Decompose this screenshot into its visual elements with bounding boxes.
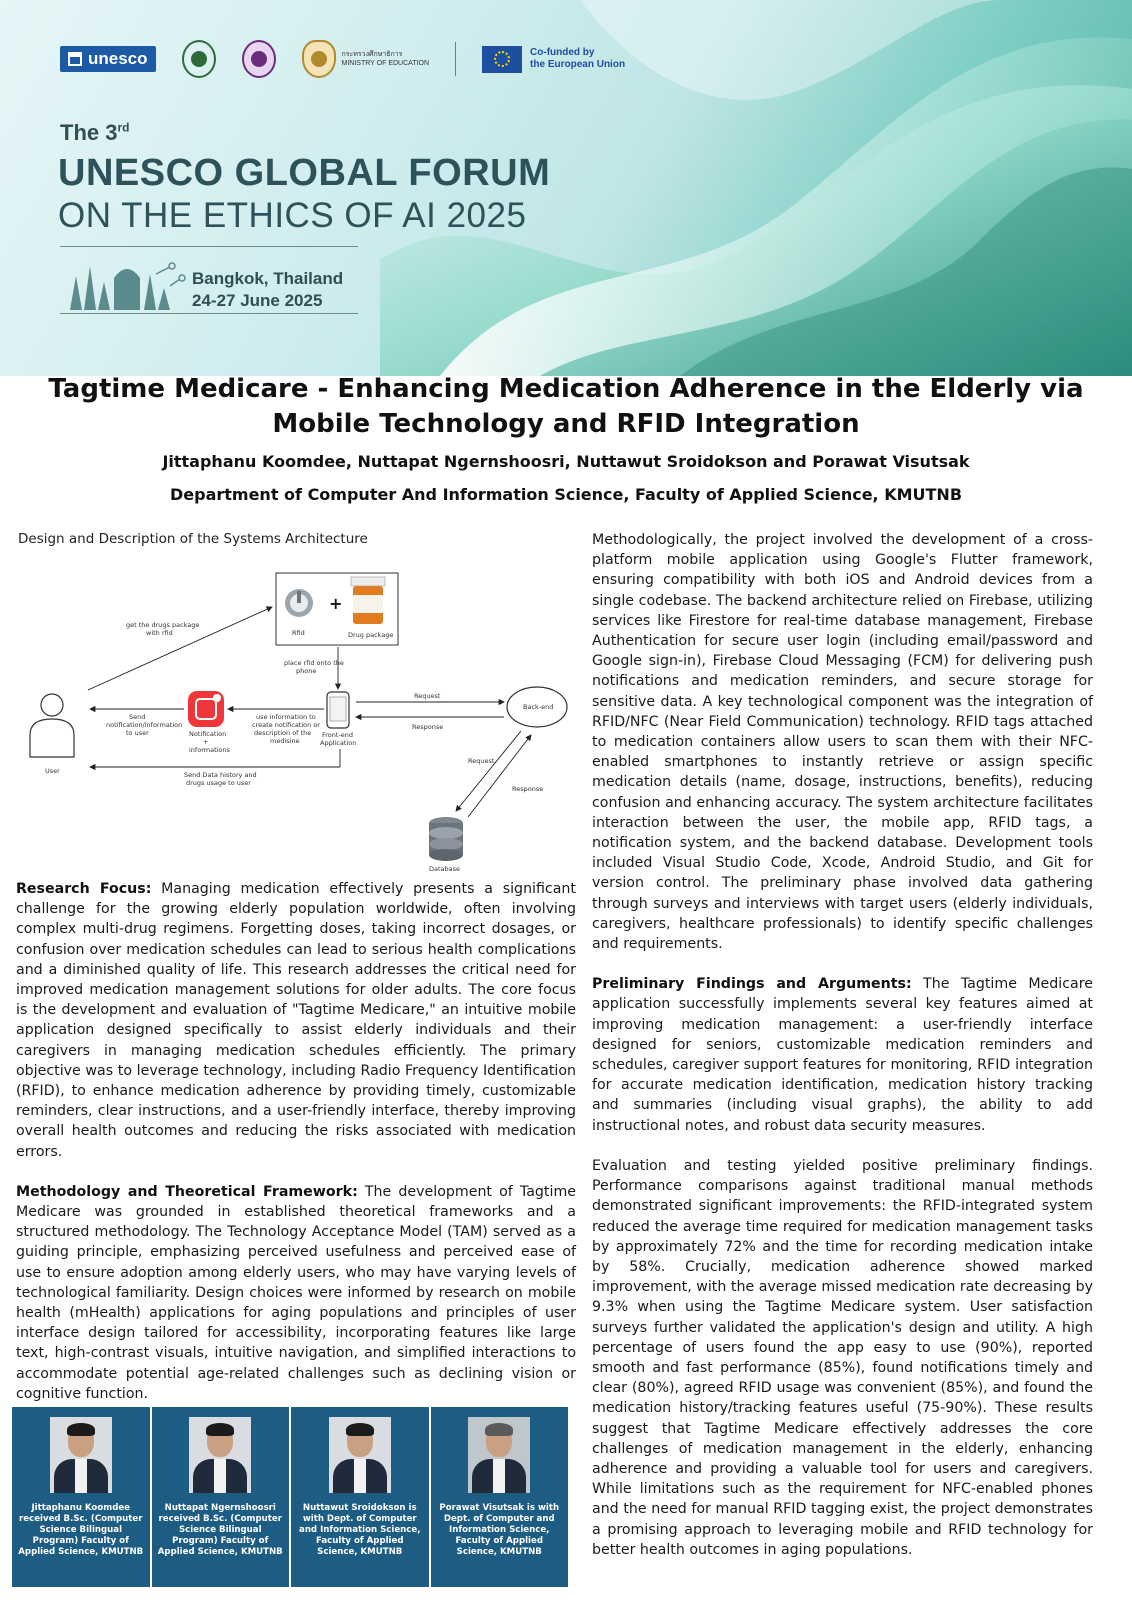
seal-emblem-icon [251, 51, 267, 67]
logo-divider [455, 42, 456, 76]
right-column-text [592, 530, 1093, 1580]
database-label: Database [429, 865, 461, 873]
methodology-paragraph [16, 1182, 576, 1404]
arrow-request-database [456, 731, 521, 811]
notification-label-3: informations [189, 746, 230, 754]
database-icon [429, 817, 463, 861]
get-drugs-label-1: get the drugs package [126, 621, 200, 629]
eu-flag-icon [482, 46, 522, 73]
paper-title: Tagtime Medicare - Enhancing Medication Adherence in the Elderly via Mobile Technology and RFID Integration [48, 374, 1084, 439]
seal-emblem-icon [191, 51, 207, 67]
paper-authors: Jittaphanu Koomdee, Nuttapat Ngernshoosri, Nuttawut Sroidokson and Porawat Visutsak [162, 452, 970, 471]
eu-stars-icon [494, 51, 510, 67]
ministry-of-education-logo [302, 40, 430, 78]
forum-title: UNESCO GLOBAL FORUM [58, 152, 551, 194]
research-focus-heading: Research Focus: [16, 881, 152, 897]
diagram-heading: Design and Description of the Systems Architecture [18, 531, 368, 547]
send-notification-label-2: notification/information [106, 721, 183, 729]
forum-divider-bottom [60, 313, 358, 314]
author-bio-text: Nuttapat Ngernshoosri received B.Sc. (Computer Science Bilingual Program) Faculty of Applied Science, KMUTNB [157, 1503, 283, 1557]
send-history-label-1: Send Data history and [184, 771, 257, 779]
notification-label-2: + [203, 738, 209, 746]
author-photo [189, 1417, 251, 1493]
paper-department: Department of Computer And Information Science, Faculty of Applied Science, KMUTNB [169, 485, 963, 504]
author-bio-text: Jittaphanu Koomdee received B.Sc. (Computer Science Bilingual Program) Faculty of Applied Science, KMUTNB [18, 1503, 144, 1557]
unesco-logo [60, 46, 156, 72]
drug-package-label: Drug package [348, 631, 394, 639]
moe-english-text: MINISTRY OF EDUCATION [341, 60, 430, 67]
forum-edition [60, 120, 129, 146]
user-icon [30, 694, 74, 757]
left-column-text [16, 879, 576, 1424]
arrow-get-drugs [88, 607, 272, 690]
unesco-logo-text: unesco [88, 49, 148, 68]
author-bio [291, 1407, 431, 1587]
author-bio [431, 1407, 569, 1587]
request-db-label: Request [468, 757, 495, 765]
author-bio-text: Porawat Visutsak is with Dept. of Computer and Information Science, Faculty of Applied Science, KMUTNB [439, 1503, 560, 1557]
forum-subtitle: ON THE ETHICS OF AI 2025 [58, 196, 527, 235]
author-photo [329, 1417, 391, 1493]
frontend-label-2: Application [320, 739, 357, 747]
methodology-continued-paragraph: Methodologically, the project involved the development of a cross-platform mobile application using Google's Flutter framework, ensuring compatibility with both iOS and Android devices from a single codebase. The backend architecture relied on Firebase, utilizing services like Firestore for real-time database management, Firebase Authentication for secure user login (including email/password and Google sign-in), Firebase Cloud Messaging (FCM) for delivering push notifications and medication reminders, and secure storage for sensitive data. A key technological component was the integration of RFID/NFC (Near Field Communication) technology. RFID tags attached to medication containers allow users to scan them with their NFC-enabled smartphones to instantly retrieve or assign specific medication details (name, dosage, instructions, benefits), reducing confusion and enhancing accuracy. The system architecture facilitates interaction between the user, the mobile app, RFID tags, a notification system, and the backend database. Development tools included Visual Studio Code, Xcode, Android Studio, and Git for version control. The preliminary phase involved data gathering through surveys and interviews with target users (elderly individuals, caregivers, healthcare professionals) to identify specific challenges and requirements. [592, 532, 1093, 953]
system-architecture-diagram [16, 555, 576, 875]
smartphone-icon [327, 692, 349, 728]
eu-text-line1: Co-funded by [530, 47, 595, 58]
seal-emblem-icon [311, 51, 327, 67]
rfid-tag-icon [285, 589, 313, 617]
author-bio-text: Nuttawut Sroidokson is with Dept. of Computer and Information Science, Faculty of Applied Science, KMUTNB [299, 1503, 421, 1557]
moe-thai-text: กระทรวงศึกษาธิการ [341, 51, 403, 58]
notification-label-1: Notification [189, 730, 227, 738]
temple-icon [68, 52, 82, 66]
author-bio [12, 1407, 152, 1587]
findings-body: The Tagtime Medicare application successfully implements several key features aimed at improving medication management: a user-friendly interface designed for seniors, customizable medication reminders and schedules, caregiver support features for monitoring, RFID integration for accurate medication identification, medication history tracking and summaries (including visual graphs), the ability to add instructional notes, and robust data security measures. [592, 976, 1093, 1134]
send-history-label-2: drugs usage to user [186, 779, 251, 787]
use-info-label-1: use information to [256, 713, 316, 721]
frontend-label-1: Front-end [322, 731, 354, 739]
forum-edition-suffix: rd [117, 120, 130, 135]
rfid-label: Rfid [292, 629, 305, 637]
plus-sign: + [329, 594, 343, 613]
eu-text-line2: the European Union [530, 59, 626, 70]
use-info-label-3: description of the [254, 729, 312, 737]
forum-edition-text: The 3 [60, 120, 118, 145]
place-rfid-label-1: place rfid onto the [284, 659, 344, 667]
pill-bottle-icon [351, 577, 385, 624]
author-bios-panel [12, 1407, 568, 1587]
forum-dates: 24-27 June 2025 [192, 291, 323, 310]
gold-seal-logo [302, 40, 336, 78]
notification-app-icon [188, 691, 224, 727]
author-photo [50, 1417, 112, 1493]
send-notification-label-3: to user [126, 729, 149, 737]
methodology-heading: Methodology and Theoretical Framework: [16, 1183, 358, 1200]
author-bio [152, 1407, 292, 1587]
forum-banner [0, 0, 1132, 376]
purple-seal-logo [242, 40, 276, 78]
backend-label: Back-end [523, 703, 554, 711]
bangkok-skyline-icon [62, 256, 188, 310]
forum-city: Bangkok, Thailand [192, 269, 344, 288]
forum-divider-top [60, 246, 358, 247]
research-focus-body: Managing medication effectively presents a significant challenge for the growing elderly population worldwide, often involving complex multi-drug regimens. Forgetting doses, taking incorrect dosages, or confusion over medication schedules can lead to serious health complications and a diminished quality of life. This research addresses the critical need for improved medication management solutions for older adults. The core focus is the development and evaluation of "Tagtime Medicare," an intuitive mobile application designed specifically to assist elderly individuals and their caregivers in managing medication schedules efficiently. The primary objective was to leverage technology, including Radio Frequency Identification (RFID), to enhance medication adherence by providing timely, customizable reminders, clear instructions, and a user-friendly interface, thereby improving overall health outcomes and reducing the risks associated with medication errors. [16, 881, 576, 1160]
response-label: Response [412, 723, 444, 731]
methodology-body: The development of Tagtime Medicare was grounded in established theoretical frameworks and a structured methodology. The Technology Acceptance Model (TAM) served as a guiding principle, emphasizing perceived usefulness and perceived ease of use to ensure adoption among elderly users, who may have varying levels of technological familiarity. Design choices were informed by research on mobile health (mHealth) applications for aging populations and principles of user interface design tailored for accessibility, incorporating features like large text, high-contrast visuals, intuitive navigation, and simplified interactions to accommodate potential age-related challenges such as declining vision or cognitive function. [16, 1183, 576, 1402]
findings-heading: Preliminary Findings and Arguments: [592, 976, 912, 993]
arrow-response-backend [468, 735, 531, 817]
send-notification-label-1: Send [129, 713, 146, 721]
author-photo [468, 1417, 530, 1493]
research-focus-paragraph [16, 879, 576, 1162]
use-info-label-2: create notification or [252, 721, 320, 729]
evaluation-paragraph: Evaluation and testing yielded positive preliminary findings. Performance comparisons against traditional manual methods demonstrated significant improvements: the RFID-integrated system reduced the average time required for medication management tasks by approximately 72% and the time for recording medication intake by 58%. Crucially, medication adherence showed marked improvement, with the average missed medication rate decreasing by 9.3% when using the Tagtime Medicare system. User satisfaction surveys further validated the application's design and utility. A high percentage of users found the app easy to use (90%), reported smooth and fast performance (85%), found notifications timely and clear (80%), agreed RFID usage was convenient (85%), and found the medication history/tracking features useful (75-90%). These results suggest that Tagtime Medicare effectively addresses the core challenges of medication management in the elderly, enhancing adherence and providing a valuable tool for users and caregivers. While limitations such as the requirement for NFC-enabled phones and the need for manual RFID tagging exist, the project demonstrates a promising approach to leveraging mobile and RFID technology for better health outcomes in aging populations. [592, 1157, 1093, 1558]
request-label: Request [414, 692, 441, 700]
response-db-label: Response [512, 785, 544, 793]
get-drugs-label-2: with rfid [146, 629, 173, 637]
findings-paragraph [592, 974, 1093, 1136]
user-label: User [45, 767, 60, 775]
green-seal-logo [182, 40, 216, 78]
use-info-label-4: medisine [270, 737, 300, 745]
place-rfid-label-2: phone [296, 667, 317, 675]
logo-strip [60, 38, 625, 80]
